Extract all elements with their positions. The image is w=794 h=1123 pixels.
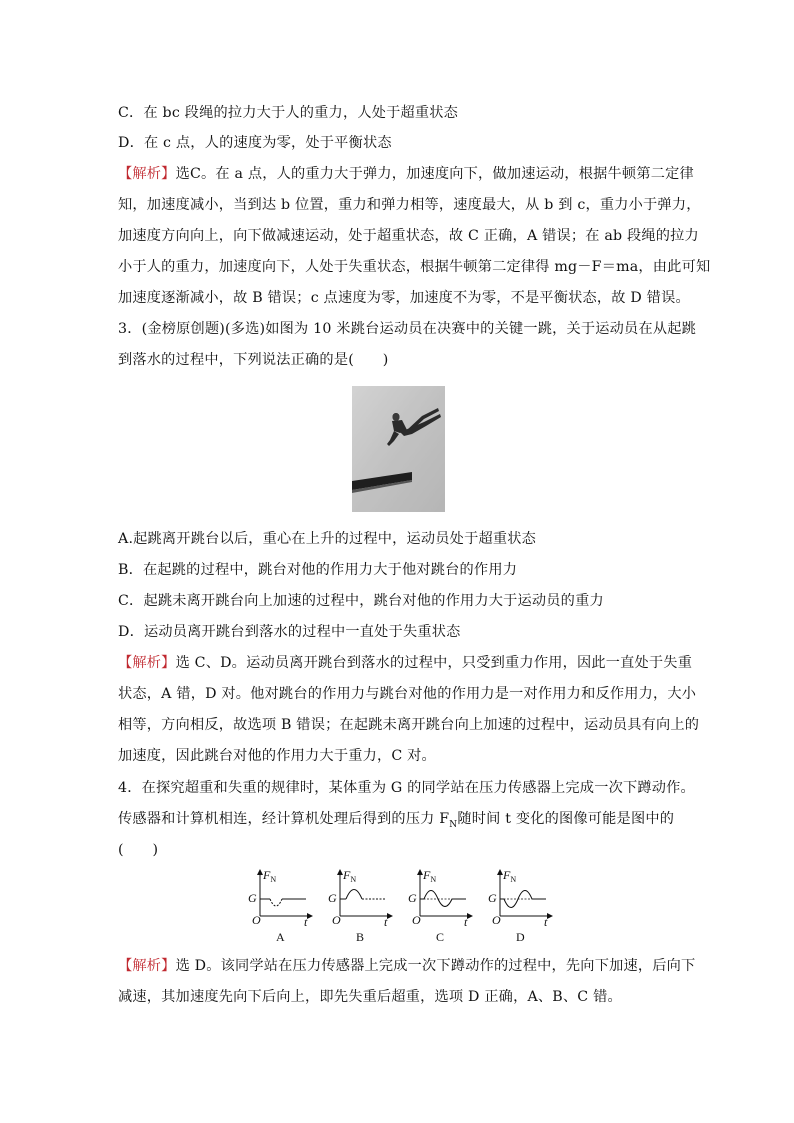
graph-c-t-label: t (464, 915, 468, 929)
question-3-stem: 3．(金榜原创题)(多选)如图为 10 米跳台运动员在决赛中的关键一跳，关于运动员在从起跳 (118, 321, 696, 337)
analysis-tag: 【解析】 (118, 166, 176, 182)
analysis-q2-line3: 加速度方向向上，向下做减速运动，处于超重状态，故 C 正确，A 错误；在 ab 段绳的拉力 (118, 228, 699, 244)
graph-b-caption: B (356, 930, 365, 944)
analysis-tag: 【解析】 (118, 655, 176, 671)
graph-d-t-label: t (544, 915, 548, 929)
analysis-q2-line4: 小于人的重力，加速度向下，人处于失重状态，根据牛顿第二定律得 mg－F＝ma，由此可知 (118, 259, 711, 275)
graph-c-y-label: $F_N$ (423, 868, 437, 884)
analysis-q2-line2: 知，加速度减小，当到达 b 位置，重力和弹力相等，速度最大，从 b 到 c，重力小于弹力， (118, 197, 701, 213)
graph-a-origin: O (252, 913, 261, 927)
graph-d (488, 868, 550, 944)
graph-c-g-label: G (408, 891, 417, 905)
analysis-q4-line2: 减速，其加速度先向下后向上，即先失重后超重，选项 D 正确，A、B、C 错。 (118, 989, 622, 1005)
graph-b-y-label: $F_N$ (343, 868, 357, 884)
graph-b-t-label: t (384, 915, 388, 929)
analysis-q2-line1: 【解析】选C。在 a 点，人的重力大于弹力，加速度向下，做加速运动，根据牛顿第二定律 (118, 166, 694, 182)
graph-b-origin: O (332, 913, 341, 927)
option-c-q3: C．起跳未离开跳台向上加速的过程中，跳台对他的作用力大于运动员的重力 (118, 593, 604, 609)
graph-a-y-label: $F_N$ (263, 868, 277, 884)
graph-d-g-label: G (488, 891, 497, 905)
option-d-q3: D．运动员离开跳台到落水的过程中一直处于失重状态 (118, 624, 461, 640)
graph-c-origin: O (412, 913, 421, 927)
question-3-stem-cont: 到落水的过程中，下列说法正确的是( ) (118, 352, 389, 368)
analysis-q3-line1: 【解析】选 C、D。运动员离开跳台到落水的过程中，只受到重力作用，因此一直处于失重 (118, 655, 693, 671)
graph-c (408, 868, 470, 944)
graph-a-caption: A (276, 930, 285, 944)
graph-b (328, 868, 390, 944)
graph-d-y-label: $F_N$ (503, 868, 517, 884)
analysis-tag: 【解析】 (118, 958, 176, 974)
graph-d-caption: D (516, 930, 525, 944)
question-4-stem-cont: 传感器和计算机相连，经计算机处理后得到的压力 $F_N$随时间 t 变化的图像可能是图中的 (118, 811, 675, 830)
analysis-q2-line5: 加速度逐渐减小，故 B 错误；c 点速度为零，加速度不为零，不是平衡状态，故 D 错误。 (118, 290, 690, 306)
analysis-q4-line1: 【解析】选 D。该同学站在压力传感器上完成一次下蹲动作的过程中，先向下加速，后向下 (118, 958, 696, 974)
option-c-q2: C．在 bc 段绳的拉力大于人的重力，人处于超重状态 (118, 105, 459, 121)
graph-a-g-label: G (248, 891, 257, 905)
graph-a-t-label: t (304, 915, 308, 929)
option-a-q3: A.起跳离开跳台以后，重心在上升的过程中，运动员处于超重状态 (118, 531, 537, 547)
graph-a (248, 868, 310, 944)
analysis-q3-line4: 加速度，因此跳台对他的作用力大于重力，C 对。 (118, 748, 436, 764)
analysis-q3-line3: 相等，方向相反，故选项 B 错误；在起跳未离开跳台向上加速的过程中，运动员具有向上的 (118, 717, 700, 733)
graph-b-g-label: G (328, 891, 337, 905)
question-4-stem: 4．在探究超重和失重的规律时，某体重为 G 的同学站在压力传感器上完成一次下蹲动作。 (118, 780, 695, 796)
graph-c-caption: C (436, 930, 445, 944)
option-d-q2: D．在 c 点，人的速度为零，处于平衡状态 (118, 135, 392, 151)
analysis-q3-line2: 状态，A 错，D 对。他对跳台的作用力与跳台对他的作用力是一对作用力和反作用力，大小 (118, 686, 697, 702)
diver-photo (352, 386, 445, 512)
question-4-answer-blank: ( ) (118, 842, 159, 858)
graph-d-origin: O (492, 913, 501, 927)
force-time-graphs (240, 868, 560, 948)
option-b-q3: B．在起跳的过程中，跳台对他的作用力大于他对跳台的作用力 (118, 562, 518, 578)
